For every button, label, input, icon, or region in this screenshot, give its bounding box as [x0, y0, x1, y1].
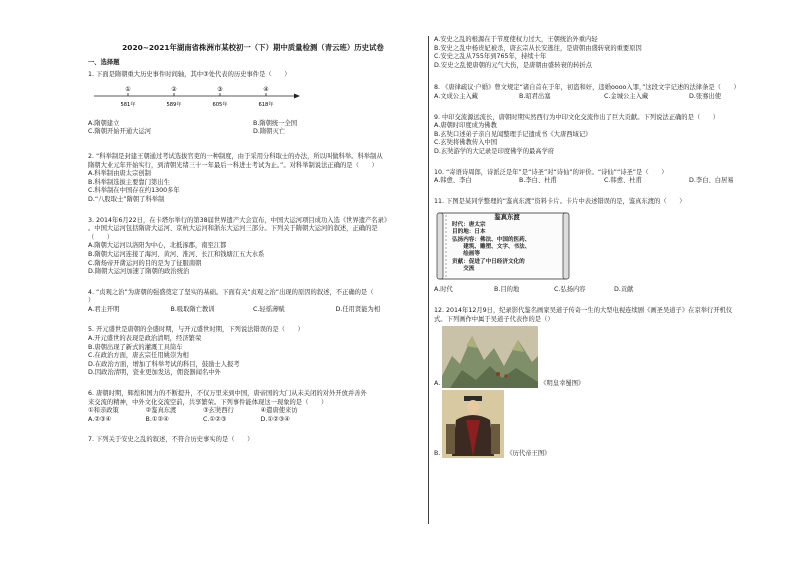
q5-option-b[interactable]: B.唐朝出现了新式的灌溉工具筒车	[88, 343, 183, 351]
timeline-mark-label: ②	[171, 85, 177, 93]
q3-line-3: （ ）	[88, 233, 114, 241]
q11-option-c[interactable]: C.弘扬内容	[554, 286, 586, 294]
question-10	[434, 169, 774, 186]
q2-option-c[interactable]: C.科举制在中国存在约1300多年	[88, 187, 180, 195]
q2-option-a[interactable]: A.科举制由唐太宗创制	[88, 170, 151, 178]
q7-option-d[interactable]: D.安史之乱使唐朝的元气大伤，是唐朝由盛转衰的转折点	[434, 61, 592, 69]
q12-option-b[interactable]	[434, 390, 774, 458]
timeline-marks	[120, 86, 273, 108]
section-heading: 一、选择题	[88, 58, 120, 66]
q12-line-1: 12. 2014年12月9日，纪录影代鉴名画家吴道子传奇一生的大型电视连续剧《画圣吴道子》在京举行开机仪	[434, 306, 733, 314]
q10-option-a[interactable]: A.韩愈、李白	[434, 177, 472, 185]
q9-stem: 9. 中印交流源远流长，唐朝时期实然西行为中印文化交流作出了巨大贡献。下列说法正确的是（ ）	[434, 113, 720, 121]
card-line-6: 贡献：促进了中日经济文化的	[452, 258, 525, 265]
timeline-mark-label: ④	[263, 85, 269, 93]
q4-line-1: 4. “贞观之治”为唐朝的强盛奠定了坚实的基础。下面有关“贞观之治”出现的原因的叙述，不正确的是（	[88, 288, 374, 296]
q6-option-d[interactable]: D.①②③④	[260, 415, 290, 423]
q7-option-c[interactable]: C.安史之乱从755年到765年，持续十年	[434, 53, 547, 61]
q10-option-b[interactable]: B.李白、杜甫	[519, 177, 557, 185]
q3-line-1: 3. 2014年6月22日，在卡塔尔举行的第38届世界遗产大会宣布，中国大运河项目成功入选《世界遗产名录》	[88, 216, 391, 224]
q11-stem: 11. 下图是某同学整理的“鉴真东渡”资料卡片。卡片中表述错误的是，鉴真东渡的（ ）	[434, 197, 686, 205]
q3-option-b[interactable]: B.隋朝大运河连接了海河、黄河、淮河、长江和钱塘江五大水系	[88, 250, 265, 258]
jianzhen-info-card	[436, 210, 570, 282]
q6-item-3: ③玄奘西行	[203, 407, 234, 415]
q12-line-2: 式。下列画作中属于吴道子代表作的是（）	[434, 315, 554, 323]
q10-stem: 10. “寄语诗周郎，诗派泛是年”是“诗圣”对“诗仙”的评价。“诗仙”“诗圣”是（ ）	[434, 168, 668, 176]
card-title: 鉴真东渡	[494, 213, 520, 222]
q6-line-1: 6. 唐朝时期，辉煌和国力的不断提升，不仅万里来到中国，唐帝国的大门从未关闭的对外开放并善外	[88, 390, 367, 398]
q5-option-d[interactable]: D.在政治方面，增加了科举考试的科目，鼓励士人报考	[88, 360, 240, 368]
q1-stem: 1. 下面是隋朝重大历史事件时间轴，其中③处代表的历史事件是（ ）	[88, 71, 291, 79]
card-line-2: 目的地：日本	[452, 229, 486, 236]
q5-option-e[interactable]: D.因政治清明，瓷业更加发达，佣瓷器闻名中外	[88, 369, 221, 377]
q7-stem: 7. 下列关于安史之乱的叙述，不符合历史事实的是（ ）	[88, 436, 254, 444]
q8-option-d[interactable]: D.张骞出使	[689, 92, 722, 100]
q6-option-a[interactable]: A.②③④	[88, 415, 112, 423]
timeline-mark-label: ①	[125, 85, 131, 93]
q6-item-1: ①和亲政策	[88, 407, 119, 415]
column-divider	[428, 36, 429, 524]
q3-option-d[interactable]: D.隋朝大运河加速了隋朝的政治统治	[88, 268, 190, 276]
q3-option-c[interactable]: C.隋炀帝开凿运河的目的是为了征服南朝	[88, 259, 202, 267]
timeline-year-label: 589年	[166, 101, 182, 108]
q2-option-d[interactable]: D.“八股取士”隋朝了科举制	[88, 195, 165, 203]
q5-option-a[interactable]: A.开元盛世的表现是政治清明，经济繁荣	[88, 335, 202, 343]
q9-option-b[interactable]: B.玄奘口述弟子亲自见闻整理手记遗成书《大唐西域记》	[434, 130, 592, 138]
q1-option-c[interactable]: C.隋朝开始开通大运河	[88, 128, 152, 136]
right-column	[434, 36, 774, 460]
q2-line-1: 2. “科举制是封建王朝通过考试选拔官吏的一种制度，由于采用分科取士的办法，所以叫做科举。科举制从	[88, 152, 383, 160]
q9-option-c[interactable]: C.玄奘将佛教传入中国	[434, 139, 498, 147]
q12-option-a-letter: A.	[434, 379, 441, 387]
question-12	[434, 307, 774, 458]
q4-option-d[interactable]: D.任用贤能为相	[335, 305, 381, 313]
q7-option-b[interactable]: B.安史之乱中杨贵妃被杀，唐玄宗从长安逃往，是唐朝由盛转衰的重要原因	[434, 44, 642, 52]
question-1	[88, 71, 418, 137]
q12-option-a[interactable]	[434, 326, 774, 388]
q8-option-b[interactable]: B.昭君出塞	[519, 92, 551, 100]
timeline-chart	[92, 84, 312, 114]
q2-line-2: 隋朝大业元年开始实行，到清朝光绪三十一年最后一科进士考试为止。”。对科举制说法正确的是（ ）	[88, 161, 378, 169]
q4-option-a[interactable]: A.君主开明	[88, 305, 120, 313]
timeline-year-label: 581年	[120, 101, 136, 108]
q3-line-2: 。中国大运河包括隋唐大运河、京杭大运河和浙东大运河三部分。下列关于隋朝大运河的叙述，正确的是	[88, 225, 378, 233]
q12-caption-b: 《历代帝王图》	[506, 449, 551, 457]
q11-option-a[interactable]: A.时代	[434, 286, 453, 294]
timeline-year-label: 605年	[212, 101, 228, 108]
emperor-portrait-image	[442, 390, 504, 458]
card-line-3: 弘扬内容：佛法、中国的医药、	[452, 236, 531, 243]
q1-option-d[interactable]: D.隋朝灭亡	[253, 128, 286, 136]
q5-stem: 5. 开元盛世是唐朝的全盛时期，与开元盛世时期，下列说法错误的是（ ）	[88, 326, 304, 334]
q8-option-a[interactable]: A.文成公主入藏	[434, 92, 478, 100]
question-11	[434, 198, 774, 295]
q6-option-b[interactable]: B.①②④	[145, 415, 169, 423]
q9-option-d[interactable]: D.玄奘游学的大记录是印度佛学的最高学府	[434, 147, 555, 155]
q2-option-b[interactable]: B.科举制选拔主要靠门第出生	[88, 178, 170, 186]
q11-option-b[interactable]: B.目的地	[494, 286, 520, 294]
q4-option-c[interactable]: C.轻徭薄赋	[253, 305, 285, 313]
q12-option-b-letter: B.	[434, 449, 441, 457]
landscape-painting-image	[442, 326, 538, 388]
question-6	[88, 390, 418, 424]
q4-option-b[interactable]: B.吸取隋亡教训	[170, 305, 215, 313]
question-7	[88, 436, 418, 445]
left-column	[88, 40, 418, 447]
q8-option-c[interactable]: C.金城公主入藏	[604, 92, 649, 100]
question-5	[88, 326, 418, 378]
q6-item-2: ②鉴真东渡	[145, 407, 177, 415]
q10-option-d[interactable]: D.李白、白居易	[689, 177, 734, 185]
question-3	[88, 217, 418, 277]
q8-stem: 8. 《唐律疏议·户婚》曾文规定“诸自首在于年，初盗和奸，违婚oooo入罪，”这段文字记述的法律条是（ ）	[434, 84, 740, 92]
q3-option-a[interactable]: A.隋朝大运河以洛阳为中心，北抵涿郡，南至江都	[88, 242, 227, 250]
timeline-year-label: 618年	[258, 101, 274, 108]
q6-option-c[interactable]: C.①②③	[203, 415, 227, 423]
timeline-arrow	[294, 93, 300, 98]
question-4	[88, 289, 418, 315]
q6-item-4: ④遣唐使来访	[260, 407, 298, 415]
q6-line-2: 来交流的精神，中外文化交流空前，共享繁荣。下列事件能体现这一现象的是（ ）	[88, 398, 328, 406]
q9-option-a[interactable]: A.唐朝时印度成为佛教	[434, 122, 497, 130]
q7-option-a[interactable]: A.安史之乱的根源在于节度使权力过大，王朝统治外重内轻	[434, 36, 598, 43]
exam-title: 2020~2021年湖南省株洲市某校初一（下）期中质量检测（青云班）历史试卷	[122, 43, 384, 52]
question-9	[434, 114, 774, 157]
card-line-1: 时代：唐太宗	[452, 221, 486, 228]
card-line-4: 建筑、雕塑、文字、书法、	[452, 243, 531, 250]
q12-caption-a: 《明皇幸蜀图》	[540, 379, 585, 387]
q11-option-d[interactable]: D.贡献	[614, 286, 634, 294]
question-2	[88, 153, 418, 205]
question-8	[434, 84, 774, 101]
q5-option-c[interactable]: C.在政治方面，唐玄宗任用姚崇为相	[88, 352, 189, 360]
card-line-5: 绘画等	[452, 251, 480, 258]
timeline-mark-label: ③	[217, 85, 223, 93]
q10-option-c[interactable]: C.韩愈、杜甫	[604, 177, 642, 185]
card-line-7: 交流	[452, 266, 475, 273]
q1-option-b[interactable]: B.隋朝统一全国	[253, 119, 298, 127]
q4-line-2: ）	[88, 297, 95, 305]
q1-option-a[interactable]: A.隋朝建立	[88, 119, 120, 127]
